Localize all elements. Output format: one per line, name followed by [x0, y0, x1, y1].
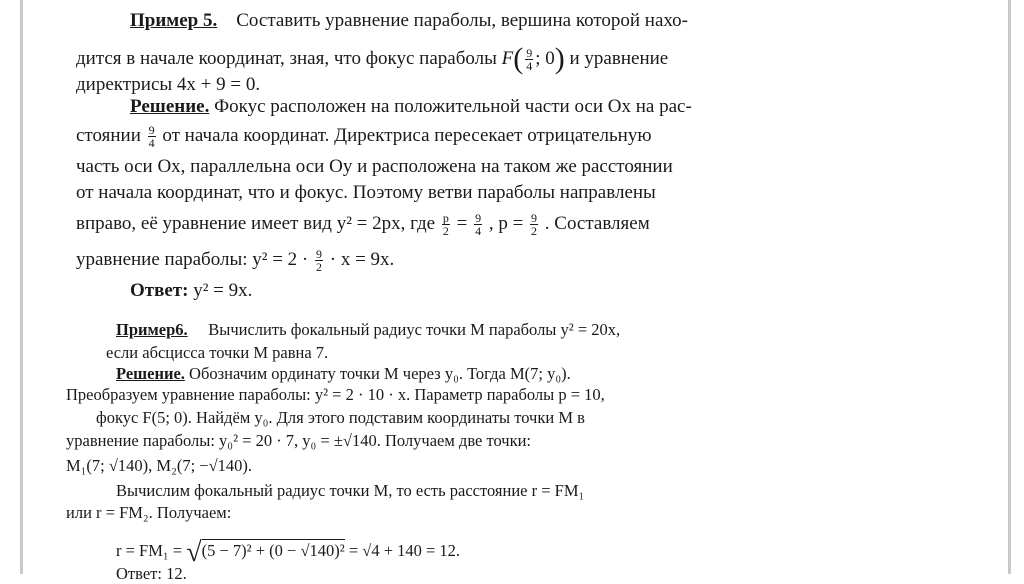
fraction	[442, 212, 450, 237]
answer5-heading: Ответ:	[130, 280, 189, 301]
text-segment: . Составляем	[544, 212, 650, 234]
denominator: 4	[475, 224, 482, 238]
denominator: 4	[526, 59, 533, 74]
solution6-line5: M₁(7; √140), M₂(7; −√140).	[66, 456, 253, 475]
text-segment: дится в начале координат, зная, что фокус параболы	[76, 48, 497, 69]
text-segment: Вычислить фокальный радиус точки M параболы y² = 20x,	[208, 320, 621, 339]
text-segment: , p =	[488, 212, 524, 234]
solution5-line2	[76, 124, 652, 149]
text-segment: и уравнение	[569, 48, 669, 69]
text-segment: от начала координат. Директриса пересекает отрицательную	[162, 124, 652, 146]
denominator: 4	[148, 136, 155, 150]
text-segment: = √4 + 140 = 12.	[348, 541, 461, 560]
numerator: 9	[531, 211, 538, 225]
solution6-line7: или r = FM₂. Получаем:	[66, 503, 232, 522]
numerator: p	[442, 211, 449, 225]
solution6-line4: уравнение параболы: y₀² = 20 · 7, y₀ = ±√140. Получаем две точки:	[66, 431, 532, 450]
example5-line3: директрисы 4x + 9 = 0.	[76, 74, 261, 95]
focus-symbol: F	[501, 48, 514, 69]
text-segment: стоянии	[76, 124, 141, 146]
fraction	[474, 212, 482, 237]
solution6-line2: Преобразуем уравнение параболы: y² = 2 · 10 · x. Параметр параболы p = 10,	[66, 385, 605, 404]
text-segment: r = FM₁ =	[116, 541, 183, 560]
numerator: 9	[316, 247, 322, 261]
denominator: 2	[531, 224, 538, 238]
radicand: (5 − 7)² + (0 − √140)²	[201, 541, 345, 560]
solution6-line3: фокус F(5; 0). Найдём y₀. Для этого подставим координаты точки M в	[96, 408, 585, 427]
text-segment: Фокус расположен на положительной части оси Ox на рас-	[214, 96, 692, 117]
solution5-heading: Решение.	[130, 96, 210, 117]
page-edge-right	[1008, 0, 1011, 574]
answer6: Ответ: 12.	[116, 564, 187, 583]
radical-sign: √	[186, 537, 202, 568]
solution5-line3: часть оси Ox, параллельна оси Oy и расположена на таком же расстоянии	[76, 156, 673, 177]
numerator: 9	[526, 46, 533, 61]
solution5-line4: от начала координат, что и фокус. Поэтому ветви параболы направлены	[76, 182, 656, 203]
solution5-line1	[130, 96, 692, 118]
solution5-line6	[76, 248, 394, 273]
solution6-line1	[116, 364, 571, 384]
fraction	[315, 248, 323, 273]
fraction	[148, 124, 156, 149]
text-segment: · x = 9x.	[329, 248, 395, 270]
solution6-heading: Решение.	[116, 364, 185, 383]
solution5-line5	[76, 212, 650, 237]
fraction	[525, 47, 533, 72]
numerator: 9	[475, 211, 482, 225]
example5-text: Составить уравнение параболы, вершина которой нахо-	[236, 10, 689, 31]
example5-line2: дится в начале координат, зная, что фокус параболы F( $\frac{9}{4}$ ; 0) и уравнение	[76, 42, 669, 75]
example5-heading: Пример 5.	[130, 10, 218, 31]
answer5	[130, 280, 252, 302]
example5-line1	[130, 10, 688, 32]
page-edge-left	[20, 0, 23, 574]
text-segment: вправо, её уравнение имеет вид y² = 2px, где	[76, 212, 436, 234]
denominator: 2	[316, 260, 322, 274]
example6-heading: Пример6.	[116, 320, 188, 339]
example6-line1	[116, 320, 620, 340]
text-segment: уравнение параболы: y² = 2 ·	[76, 248, 309, 270]
example6-line2: если абсцисса точки M равна 7.	[106, 343, 329, 362]
numerator: 9	[148, 123, 155, 137]
denominator: 2	[442, 224, 449, 238]
text-segment: ; 0	[535, 48, 555, 69]
fraction	[530, 212, 538, 237]
text-segment: =	[456, 212, 468, 234]
solution6-line6: Вычислим фокальный радиус точки M, то есть расстояние r = FM₁	[116, 481, 585, 500]
answer5-value: y² = 9x.	[193, 280, 253, 301]
text-segment: Обозначим ординату точки M через y₀. Тогда M(7; y₀).	[189, 364, 571, 383]
